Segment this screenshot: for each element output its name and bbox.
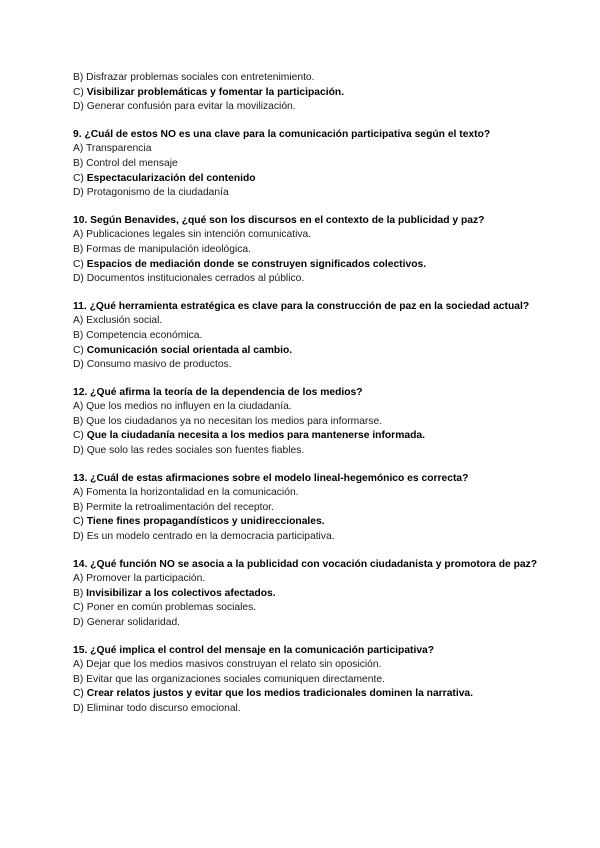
document-page bbox=[73, 71, 543, 717]
option-a: A) Dejar que los medios masivos construyan el relato sin oposición. bbox=[73, 659, 382, 671]
option-d: D) Documentos institucionales cerrados al público. bbox=[73, 273, 305, 285]
question-title: 12. ¿Qué afirma la teoría de la dependencia de los medios? bbox=[73, 386, 363, 398]
option-b: B) Disfrazar problemas sociales con entretenimiento. bbox=[73, 72, 315, 83]
option-d: D) Eliminar todo discurso emocional. bbox=[73, 702, 241, 714]
option-d: D) Protagonismo de la ciudadanía bbox=[73, 187, 229, 199]
option-c: C) Poner en común problemas sociales. bbox=[73, 602, 257, 614]
option-b: B) Control del mensaje bbox=[73, 157, 178, 169]
option-b: B) Que los ciudadanos ya no necesitan los medios para informarse. bbox=[73, 415, 383, 427]
option-d: D) Generar solidaridad. bbox=[73, 617, 181, 628]
option-b: B) Evitar que las organizaciones sociales comuniquen directamente. bbox=[73, 673, 385, 685]
option-c-correct: C) Comunicación social orientada al cambio. bbox=[73, 344, 293, 356]
option-c-correct: C) Que la ciudadanía necesita a los medios para mantenerse informada. bbox=[73, 430, 425, 442]
option-b: B) Competencia económica. bbox=[73, 329, 203, 341]
question-11 bbox=[73, 300, 543, 373]
question-13 bbox=[73, 472, 543, 545]
option-b: B) Permite la retroalimentación del receptor. bbox=[73, 501, 274, 513]
question-title: 15. ¿Qué implica el control del mensaje en la comunicación participativa? bbox=[73, 644, 435, 656]
option-c-correct: C) Espectacularización del contenido bbox=[73, 172, 256, 184]
question-9 bbox=[73, 128, 543, 201]
question-title: 13. ¿Cuál de estas afirmaciones sobre el modelo lineal-hegemónico es correcta? bbox=[73, 472, 469, 484]
option-a: A) Que los medios no influyen en la ciudadanía. bbox=[73, 401, 292, 413]
option-b-correct: B) Invisibilizar a los colectivos afectados. bbox=[73, 587, 276, 599]
question-title: 9. ¿Cuál de estos NO es una clave para la comunicación participativa según el texto? bbox=[73, 128, 491, 140]
option-c-correct: C) Crear relatos justos y evitar que los medios tradicionales dominen la narrativa. bbox=[73, 688, 474, 700]
option-d: D) Es un modelo centrado en la democracia participativa. bbox=[73, 531, 335, 543]
option-d: D) Generar confusión para evitar la movilización. bbox=[73, 101, 296, 113]
option-a: A) Transparencia bbox=[73, 143, 152, 155]
question-10 bbox=[73, 214, 543, 287]
option-a: A) Fomenta la horizontalidad en la comunicación. bbox=[73, 487, 299, 499]
option-c-correct: C) Tiene fines propagandísticos y unidireccionales. bbox=[73, 516, 325, 528]
option-a: A) Promover la participación. bbox=[73, 573, 206, 585]
question-15 bbox=[73, 644, 543, 717]
option-a: A) Exclusión social. bbox=[73, 315, 163, 327]
option-b: B) Formas de manipulación ideológica. bbox=[73, 243, 252, 255]
question-title: 11. ¿Qué herramienta estratégica es clave para la construcción de paz en la sociedad actual? bbox=[73, 300, 530, 312]
question-8-carryover bbox=[73, 71, 543, 115]
option-a: A) Publicaciones legales sin intención comunicativa. bbox=[73, 229, 312, 241]
option-d: D) Que solo las redes sociales son fuentes fiables. bbox=[73, 445, 305, 457]
option-c-correct: C) Espacios de mediación donde se construyen significados colectivos. bbox=[73, 258, 427, 270]
option-d: D) Consumo masivo de productos. bbox=[73, 359, 232, 371]
question-12 bbox=[73, 386, 543, 459]
question-title: 14. ¿Qué función NO se asocia a la publicidad con vocación ciudadanista y promotora de paz? bbox=[73, 558, 538, 570]
option-c-correct: C) Visibilizar problemáticas y fomentar la participación. bbox=[73, 86, 345, 98]
question-14 bbox=[73, 558, 543, 631]
question-title: 10. Según Benavides, ¿qué son los discursos en el contexto de la publicidad y paz? bbox=[73, 214, 485, 226]
